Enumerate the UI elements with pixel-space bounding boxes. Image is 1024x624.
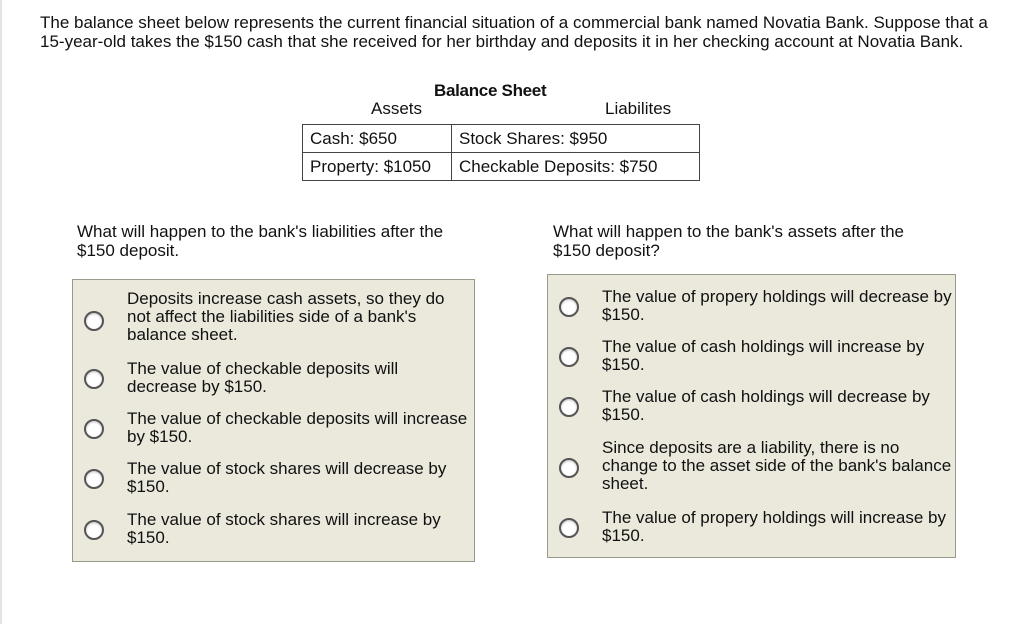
radio-button[interactable] (559, 518, 579, 538)
liabilities-options-box (72, 279, 475, 562)
answer-option-assets-2[interactable] (548, 338, 955, 378)
answer-option-liabilities-5[interactable] (73, 511, 474, 551)
balance-sheet-table (302, 124, 700, 181)
assets-question: What will happen to the bank's assets after the $150 deposit? (553, 222, 904, 260)
radio-button[interactable] (559, 297, 579, 317)
radio-button[interactable] (84, 419, 104, 439)
answer-option-liabilities-1[interactable] (73, 290, 474, 350)
answer-option-liabilities-4[interactable] (73, 460, 474, 500)
option-label: Since deposits are a liability, there is no change to the asset side of the bank's balance sheet. (602, 438, 952, 493)
liability-cell: Stock Shares: $950 (452, 125, 700, 153)
answer-option-assets-5[interactable] (548, 509, 955, 549)
answer-option-liabilities-2[interactable] (73, 360, 474, 400)
radio-button[interactable] (559, 397, 579, 417)
answer-option-assets-1[interactable] (548, 288, 955, 328)
option-label: Deposits increase cash assets, so they do not affect the liabilities side of a bank's balance sheet. (127, 289, 445, 344)
balance-sheet-title: Balance Sheet (434, 81, 547, 100)
liability-cell: Checkable Deposits: $750 (452, 153, 700, 181)
asset-cell: Cash: $650 (303, 125, 452, 153)
radio-button[interactable] (559, 347, 579, 367)
radio-button[interactable] (84, 469, 104, 489)
answer-option-assets-3[interactable] (548, 388, 955, 428)
radio-button[interactable] (84, 520, 104, 540)
radio-button[interactable] (559, 458, 579, 478)
table-row (303, 153, 700, 181)
option-label: The value of stock shares will increase by $150. (127, 510, 441, 547)
radio-button[interactable] (84, 369, 104, 389)
assets-header: Assets (371, 99, 423, 118)
option-label: The value of cash holdings will decrease by $150. (602, 387, 930, 424)
option-label: The value of propery holdings will decrease by $150. (602, 287, 952, 324)
option-label: The value of propery holdings will increase by $150. (602, 508, 946, 545)
option-label: The value of checkable deposits will increase by $150. (127, 409, 468, 446)
assets-options-box (547, 274, 956, 558)
option-label: The value of cash holdings will increase by $150. (602, 337, 925, 374)
liabilities-header: Liabilites (605, 99, 672, 118)
option-label: The value of stock shares will decrease by $150. (127, 459, 447, 496)
liabilities-question: What will happen to the bank's liabilities after the $150 deposit. (77, 222, 444, 260)
answer-option-assets-4[interactable] (548, 439, 955, 497)
asset-cell: Property: $1050 (303, 153, 452, 181)
intro-text: The balance sheet below represents the current financial situation of a commercial bank named Novatia Bank. Suppose that a 15-year-old takes the $150 cash that she received for her birthday and deposits it in her checking account at Novatia Bank. (40, 13, 988, 51)
radio-button[interactable] (84, 311, 104, 331)
page-left-border (0, 0, 2, 624)
answer-option-liabilities-3[interactable] (73, 410, 474, 450)
option-label: The value of checkable deposits will decrease by $150. (127, 359, 399, 396)
table-row (303, 125, 700, 153)
